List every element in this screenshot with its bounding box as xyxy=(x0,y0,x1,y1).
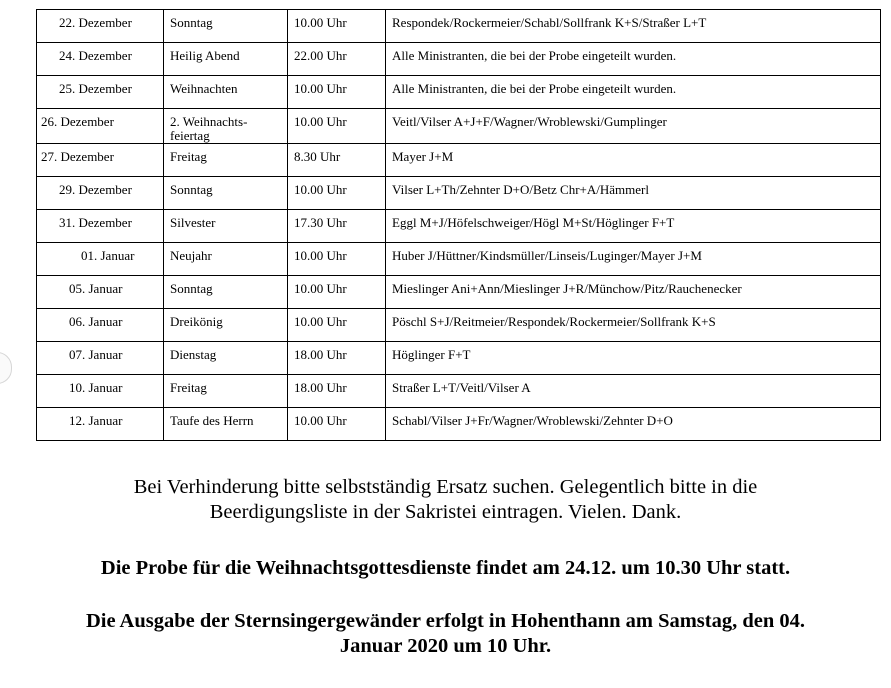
day-cell: Sonntag xyxy=(164,10,288,43)
ministrant-schedule-table xyxy=(36,9,881,441)
table-row xyxy=(37,210,881,243)
date-cell: 05. Januar xyxy=(37,276,164,309)
names-cell: Vilser L+Th/Zehnter D+O/Betz Chr+A/Hämmerl xyxy=(386,177,881,210)
date-cell: 24. Dezember xyxy=(37,43,164,76)
day-cell: Sonntag xyxy=(164,177,288,210)
names-cell: Alle Ministranten, die bei der Probe eingeteilt wurden. xyxy=(386,43,881,76)
names-cell: Mieslinger Ani+Ann/Mieslinger J+R/Münchow/Pitz/Rauchenecker xyxy=(386,276,881,309)
names-cell: Mayer J+M xyxy=(386,144,881,177)
names-cell: Eggl M+J/Höfelschweiger/Högl M+St/Höglinger F+T xyxy=(386,210,881,243)
day-cell: Dienstag xyxy=(164,342,288,375)
time-cell: 22.00 Uhr xyxy=(288,43,386,76)
names-cell: Pöschl S+J/Reitmeier/Respondek/Rockermeier/Sollfrank K+S xyxy=(386,309,881,342)
day-cell: Taufe des Herrn xyxy=(164,408,288,441)
time-cell: 10.00 Uhr xyxy=(288,309,386,342)
names-cell: Schabl/Vilser J+Fr/Wagner/Wroblewski/Zehnter D+O xyxy=(386,408,881,441)
date-cell: 27. Dezember xyxy=(37,144,164,177)
date-cell: 07. Januar xyxy=(37,342,164,375)
time-cell: 10.00 Uhr xyxy=(288,276,386,309)
names-cell: Respondek/Rockermeier/Schabl/Sollfrank K+S/Straßer L+T xyxy=(386,10,881,43)
names-cell: Veitl/Vilser A+J+F/Wagner/Wroblewski/Gumplinger xyxy=(386,109,881,144)
table-row xyxy=(37,43,881,76)
table-row xyxy=(37,10,881,43)
rehearsal-note xyxy=(0,556,891,581)
table-row xyxy=(37,243,881,276)
table-row xyxy=(37,375,881,408)
table-row xyxy=(37,144,881,177)
date-cell: 31. Dezember xyxy=(37,210,164,243)
costume-note xyxy=(0,609,891,659)
replacement-note-line: Beerdigungsliste in der Sakristei eintragen. Vielen. Dank. xyxy=(209,501,682,523)
time-cell: 10.00 Uhr xyxy=(288,10,386,43)
time-cell: 10.00 Uhr xyxy=(288,177,386,210)
replacement-note-line: Bei Verhinderung bitte selbstständig Ersatz suchen. Gelegentlich bitte in die xyxy=(133,476,758,498)
time-cell: 10.00 Uhr xyxy=(288,76,386,109)
time-cell: 18.00 Uhr xyxy=(288,375,386,408)
table-row xyxy=(37,276,881,309)
rehearsal-note-line: Die Probe für die Weihnachtsgottesdienste findet am 24.12. um 10.30 Uhr statt. xyxy=(100,557,791,579)
date-cell: 22. Dezember xyxy=(37,10,164,43)
time-cell: 10.00 Uhr xyxy=(288,408,386,441)
date-cell: 06. Januar xyxy=(37,309,164,342)
date-cell: 12. Januar xyxy=(37,408,164,441)
table-row xyxy=(37,177,881,210)
day-cell: Freitag xyxy=(164,144,288,177)
time-cell: 10.00 Uhr xyxy=(288,109,386,144)
date-cell: 26. Dezember xyxy=(37,109,164,144)
time-cell: 10.00 Uhr xyxy=(288,243,386,276)
day-cell: 2. Weihnachts-feiertag xyxy=(164,109,288,144)
names-cell: Straßer L+T/Veitl/Vilser A xyxy=(386,375,881,408)
day-cell: Weihnachten xyxy=(164,76,288,109)
date-cell: 01. Januar xyxy=(37,243,164,276)
date-cell: 25. Dezember xyxy=(37,76,164,109)
names-cell: Huber J/Hüttner/Kindsmüller/Linseis/Luginger/Mayer J+M xyxy=(386,243,881,276)
day-cell: Sonntag xyxy=(164,276,288,309)
table-row xyxy=(37,309,881,342)
date-cell: 10. Januar xyxy=(37,375,164,408)
day-cell: Neujahr xyxy=(164,243,288,276)
names-cell: Höglinger F+T xyxy=(386,342,881,375)
side-scroll-handle[interactable] xyxy=(0,352,12,384)
table-row xyxy=(37,408,881,441)
table-row xyxy=(37,76,881,109)
day-cell: Heilig Abend xyxy=(164,43,288,76)
replacement-note xyxy=(0,475,891,525)
time-cell: 18.00 Uhr xyxy=(288,342,386,375)
names-cell: Alle Ministranten, die bei der Probe eingeteilt wurden. xyxy=(386,76,881,109)
day-cell: Dreikönig xyxy=(164,309,288,342)
table-row xyxy=(37,342,881,375)
time-cell: 17.30 Uhr xyxy=(288,210,386,243)
day-cell: Freitag xyxy=(164,375,288,408)
costume-note-line: Januar 2020 um 10 Uhr. xyxy=(339,635,552,657)
day-cell: Silvester xyxy=(164,210,288,243)
costume-note-line: Die Ausgabe der Sternsingergewänder erfolgt in Hohenthann am Samstag, den 04. xyxy=(85,610,806,632)
date-cell: 29. Dezember xyxy=(37,177,164,210)
table-row xyxy=(37,109,881,144)
time-cell: 8.30 Uhr xyxy=(288,144,386,177)
